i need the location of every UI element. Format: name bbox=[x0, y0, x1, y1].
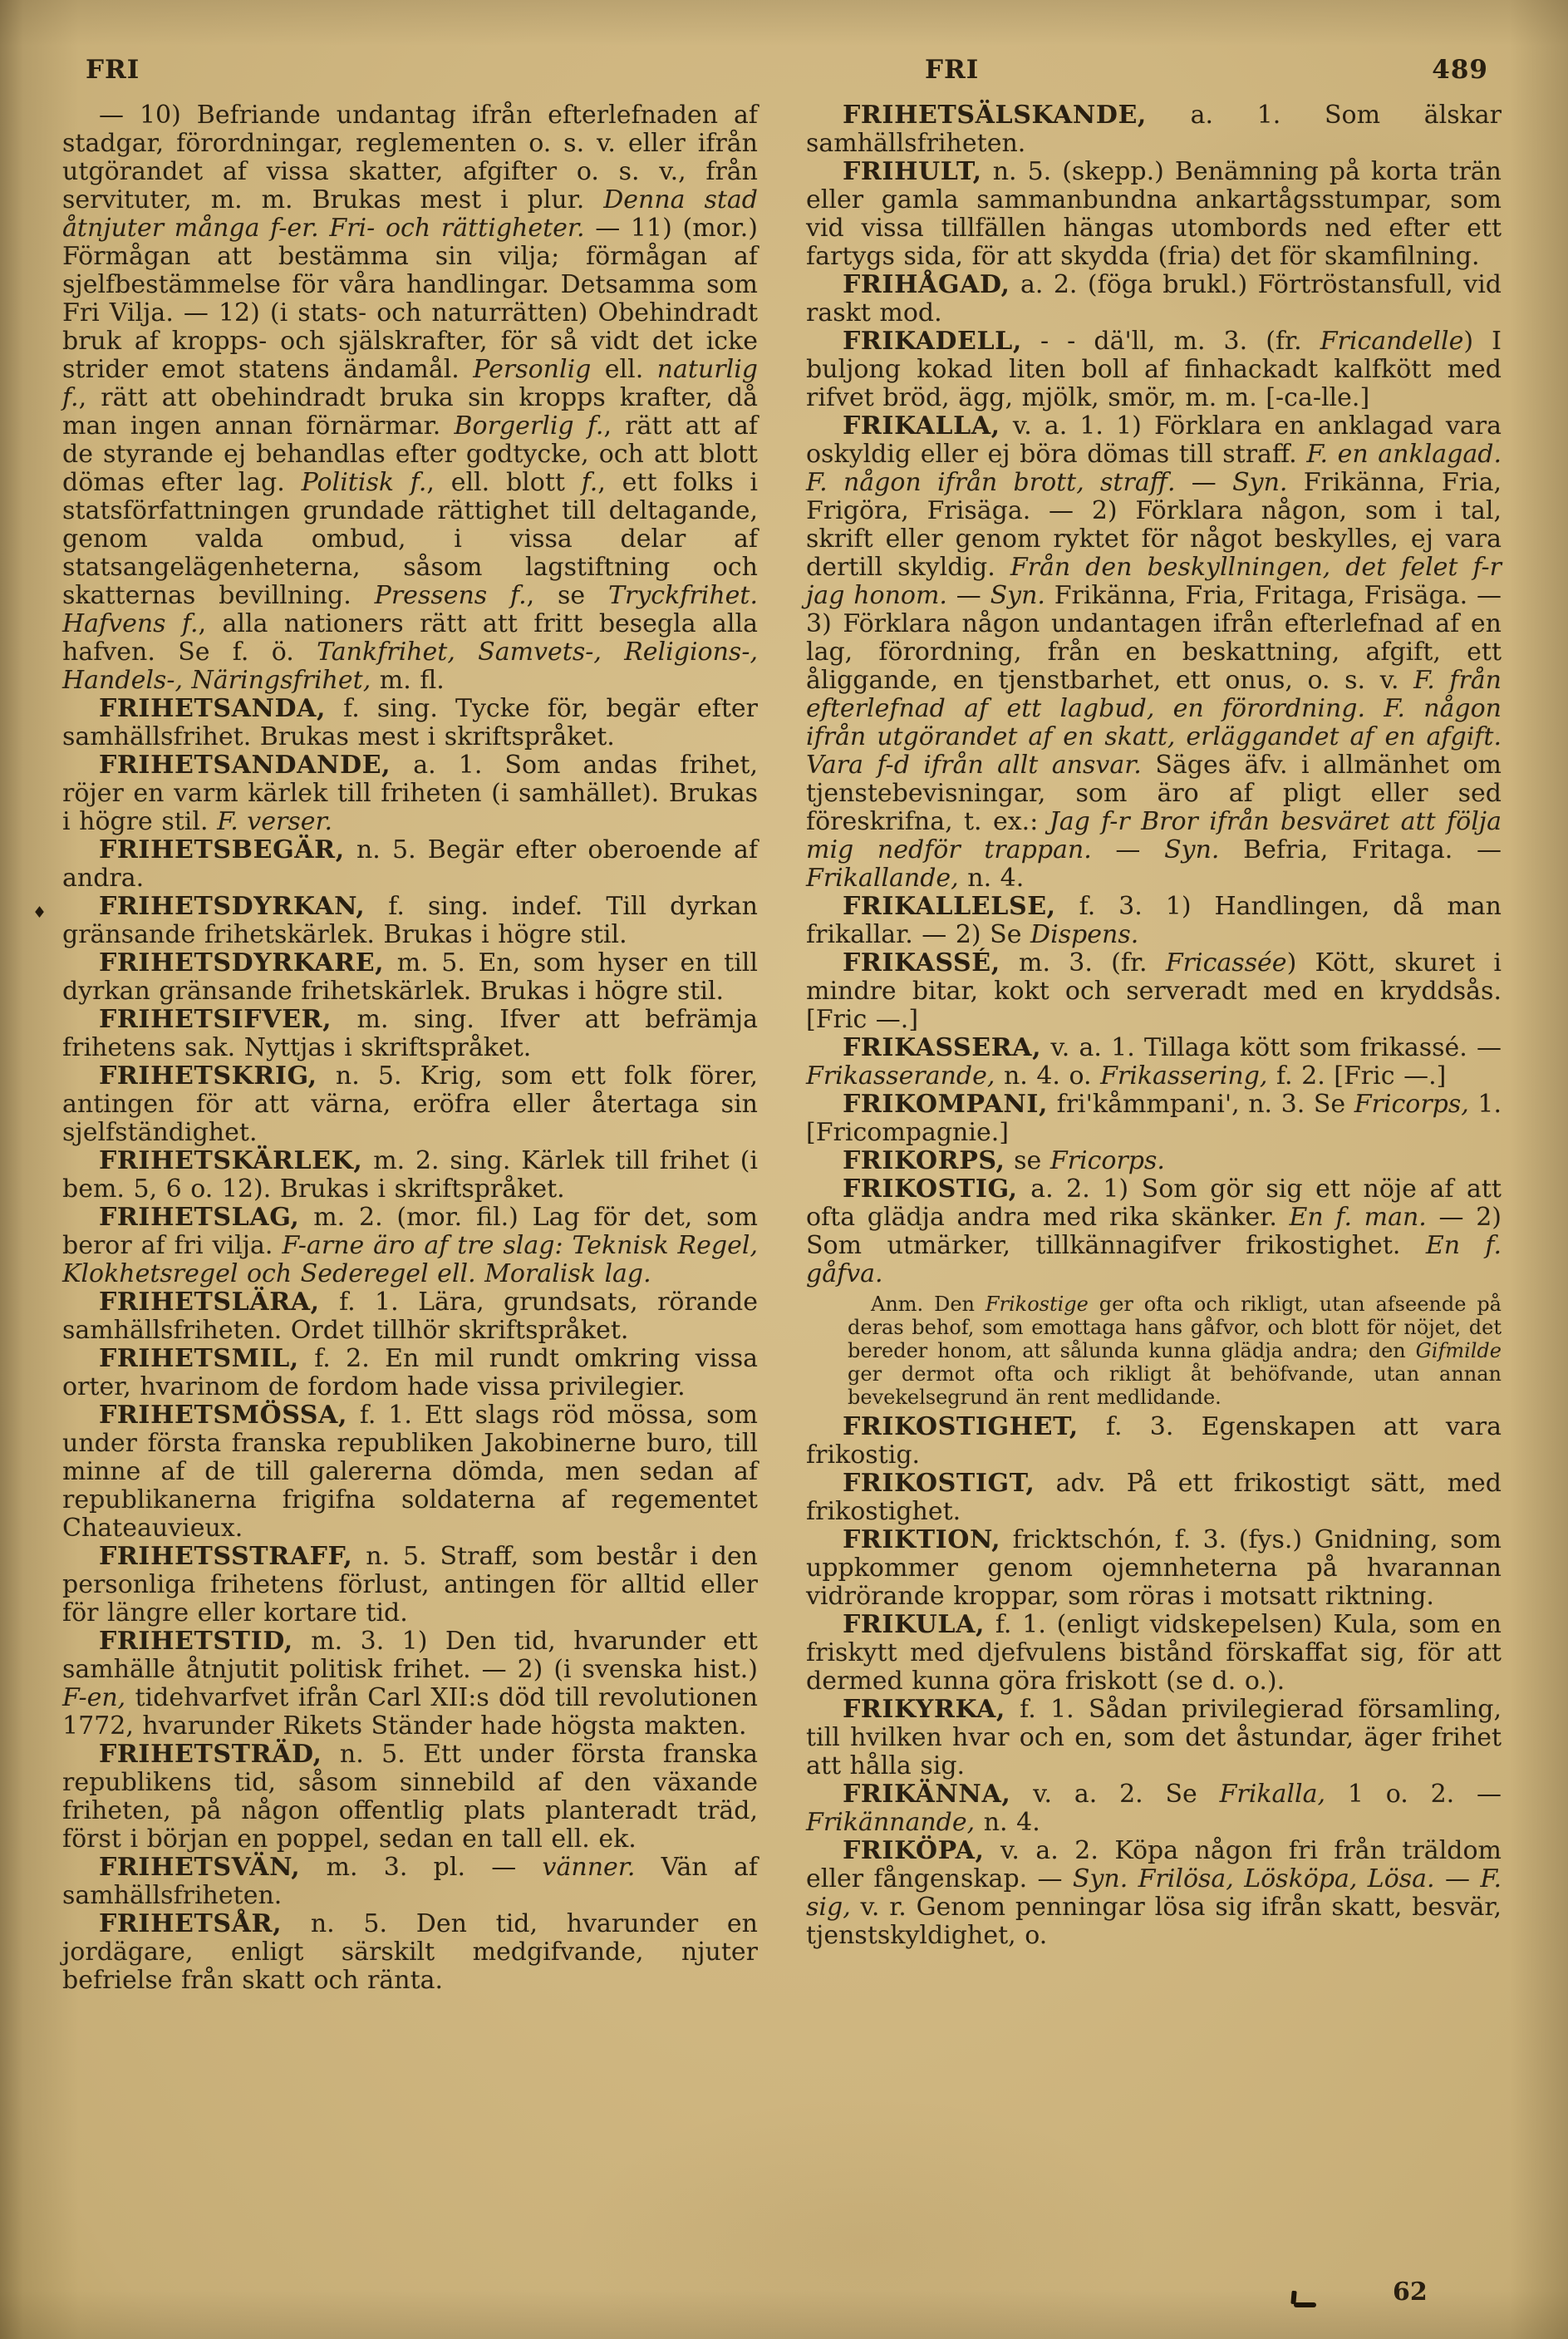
dictionary-entry bbox=[806, 949, 1502, 1034]
entry-italic-text: Frikalla, bbox=[1219, 1780, 1326, 1809]
entry-text: f. 3. 1) Handlingen, då man frikallar. — 2) Se bbox=[806, 892, 1502, 949]
entry-headword: FRIKASSERA, bbox=[843, 1033, 1042, 1062]
ink-smudge bbox=[1290, 2291, 1321, 2307]
entry-text: m. 2. sing. Kärlek till frihet (i bem. 5, 6 o. 12). Brukas i skriftspråket. bbox=[62, 1146, 758, 1204]
entry-italic-text: Borgerlig f. bbox=[454, 411, 604, 441]
entry-text: , ett folks i statsförfattningen grundade rättighet till deltagande, genom valda ombud, i vissa delar af statsangelägenheterna, såsom lagstiftning och skatternas bevillning. bbox=[62, 468, 758, 610]
entry-text: m. 3. pl. — bbox=[300, 1853, 543, 1882]
entry-italic-text: Syn. bbox=[1164, 835, 1220, 864]
dictionary-entry bbox=[806, 412, 1502, 893]
entry-text: ger ofta och rikligt, utan afseende på deras behof, som emottaga hans gåfvor, och blott för nöjet, det bereder honom, att sålunda kunna glädja andra; den bbox=[848, 1293, 1502, 1362]
dictionary-entry bbox=[806, 327, 1502, 412]
margin-mark: ♦ bbox=[32, 904, 47, 922]
entry-headword: FRIHETSDYRKAN, bbox=[99, 892, 366, 921]
entry-text: 1. [Fricompagnie.] bbox=[806, 1090, 1502, 1147]
entry-headword: FRIKYRKA, bbox=[843, 1695, 1005, 1724]
dictionary-entry bbox=[32, 892, 758, 949]
entry-headword: FRIKORPS, bbox=[843, 1146, 1005, 1175]
entry-italic-text: Gifmilde bbox=[1415, 1339, 1502, 1362]
entry-text: n. 5. Ett under första franska republikens tid, såsom sinnebild af den växande friheten, på någon offentlig plats planteradt träd, först i början en poppel, sedan en tall ell. ek. bbox=[62, 1740, 758, 1854]
entry-text: f. 1. (enligt vidskepelsen) Kula, som en friskytt med djefvulens bistånd förskaffat sig, för att dermed kunna göra friskott (se d. o.). bbox=[806, 1610, 1502, 1696]
dictionary-entry bbox=[62, 1204, 758, 1288]
entry-annotation bbox=[806, 1293, 1502, 1409]
entry-italic-text: F. sig, bbox=[806, 1864, 1502, 1922]
entry-text: a. 1. Som älskar samhällsfriheten. bbox=[806, 101, 1502, 158]
entry-headword: FRIHETSTID, bbox=[99, 1627, 293, 1656]
entry-text: f. 1. Ett slags röd mössa, som under första franska republiken Jakobinerne buro, till minne af de till galererna dömda, men sedan af republikanerna frigifna soldaterna af regementet Chateauvieux. bbox=[62, 1401, 758, 1543]
entry-text: Anm. Den bbox=[871, 1293, 986, 1316]
dictionary-entry bbox=[806, 1611, 1502, 1696]
entry-headword: FRIHETSLAG, bbox=[99, 1203, 300, 1232]
entry-text: a. 2. (föga brukl.) Förtröstansfull, vid raskt mod. bbox=[806, 270, 1502, 327]
entry-text: ger dermot ofta och rikligt åt behöfvande, utan annan bevekelsegrund än rent medlidande. bbox=[848, 1362, 1502, 1409]
entry-text: tidehvarfvet ifrån Carl XII:s död till revolutionen 1772, hvarunder Rikets Ständer hade högsta makten. bbox=[62, 1683, 758, 1741]
entry-text: — 11) (mor.) Förmågan att bestämma sin vilja; förmågan af sjelfbestämmelse för våra handlingar. Detsamma som Fri Vilja. — 12) (i stats- och naturrätten) Obehindradt bruk af kropps- och själskrafter, för så vidt det icke strider emot statens ändamål. bbox=[62, 214, 758, 384]
entry-italic-text: Syn. bbox=[990, 581, 1045, 610]
dictionary-entry bbox=[62, 1062, 758, 1147]
text-columns bbox=[32, 101, 1502, 2286]
entry-headword: FRIHULT, bbox=[843, 157, 982, 186]
entry-text: — bbox=[1091, 835, 1165, 864]
entry-text: Frikänna, Fria, Fritaga, Frisäga. — 3) Förklara någon undantagen ifrån efterlefnad af en lag, förordning, från en beskattning, afgift, ett åliggande, en tjenstbarhet, ett onus, o. s. v. bbox=[806, 581, 1502, 695]
entry-headword: FRIHETSBEGÄR, bbox=[99, 835, 345, 864]
entry-text: m. fl. bbox=[371, 666, 445, 695]
dictionary-entry bbox=[62, 1147, 758, 1204]
entry-italic-text: Frikännande, bbox=[806, 1808, 976, 1837]
entry-text: fri'kåmmpani', n. 3. Se bbox=[1048, 1090, 1354, 1119]
dictionary-entry bbox=[62, 101, 758, 695]
signature-number: 62 bbox=[1393, 2277, 1428, 2307]
entry-italic-text: Fricassée bbox=[1165, 948, 1287, 977]
dictionary-entry bbox=[806, 1526, 1502, 1611]
dictionary-entry bbox=[62, 1910, 758, 1995]
entry-headword: FRIKULA, bbox=[843, 1610, 986, 1639]
dictionary-entry bbox=[806, 1091, 1502, 1147]
entry-headword: FRIKOSTIG, bbox=[843, 1174, 1018, 1204]
right-column bbox=[806, 101, 1502, 2286]
entry-italic-text: f. bbox=[581, 468, 598, 497]
entry-italic-text: F. från efterlefnad af ett lagbud, en förordning. F. någon ifrån utgörandet af en skatt, erläggandet af en afgift. Vara f-d ifrån allt ansvar. bbox=[806, 666, 1502, 780]
entry-text: , rätt att af de styrande ej behandlas efter godtycke, och att blott dömas efter lag. bbox=[62, 411, 759, 497]
entry-headword: FRIKASSÉ, bbox=[843, 948, 1000, 977]
entry-headword: FRIHETSKÄRLEK, bbox=[99, 1146, 363, 1175]
entry-text: fricktschón, f. 3. (fys.) Gnidning, som uppkommer genom ojemnheterna på hvarannan vidrörande kroppar, som röras i motsatt riktning. bbox=[806, 1525, 1502, 1611]
page-number: 489 bbox=[1432, 55, 1488, 85]
entry-italic-text: F. en anklagad. F. någon ifrån brott, straff. bbox=[806, 440, 1502, 497]
entry-headword: FRIKOMPANI, bbox=[843, 1090, 1049, 1119]
entry-text: Säges äfv. i allmänhet om tjenstebevisningar, som äro af pligt eller sed föreskrifna, t. ex.: bbox=[806, 751, 1502, 836]
entry-headword: FRIKTION, bbox=[843, 1525, 1001, 1554]
entry-headword: FRIHÅGAD, bbox=[843, 270, 1010, 299]
entry-text: Vän af samhällsfriheten. bbox=[62, 1853, 759, 1910]
entry-italic-text: Fricorps. bbox=[1049, 1146, 1165, 1175]
entry-text: m. sing. Ifver att befrämja frihetens sak. Nyttjas i skriftspråket. bbox=[62, 1005, 758, 1062]
entry-italic-text: Frikasserande, bbox=[806, 1061, 995, 1091]
entry-text: ell. bbox=[591, 355, 657, 384]
entry-headword: FRIKÄNNA, bbox=[843, 1780, 1011, 1809]
left-column bbox=[32, 101, 759, 2286]
entry-italic-text: Syn. bbox=[1232, 468, 1288, 497]
entry-italic-text: En f. gåfva. bbox=[806, 1231, 1502, 1288]
dictionary-entry bbox=[62, 836, 758, 893]
dictionary-entry bbox=[806, 1175, 1502, 1288]
dictionary-entry bbox=[806, 271, 1502, 327]
dictionary-entry bbox=[62, 695, 758, 751]
entry-text: ) I buljong kokad liten boll af finhackadt kalfkött med rifvet bröd, ägg, mjölk, smör, m. m. [-ca-lle.] bbox=[806, 327, 1502, 412]
entry-text: v. a. 2. Köpa någon fri från träldom eller fångenskap. — bbox=[806, 1836, 1502, 1893]
dictionary-entry bbox=[806, 1147, 1502, 1175]
entry-headword: FRIHETSIFVER, bbox=[99, 1005, 332, 1034]
entry-text: — 2) Som utmärker, tillkännagifver frikostighet. bbox=[806, 1203, 1502, 1260]
entry-text: n. 5. Den tid, hvarunder en jordägare, enligt särskilt medgifvande, njuter befrielse från skatt och ränta. bbox=[62, 1909, 758, 1995]
dictionary-entry bbox=[806, 893, 1502, 949]
entry-italic-text: Tankfrihet, Samvets-, Religions-, Handels-, Näringsfrihet, bbox=[62, 638, 758, 695]
entry-text: — 10) Befriande undantag ifrån efterlefnaden af stadgar, förordningar, reglementen o. s. v. eller ifrån utgörandet af vissa skatter, afgifter o. s. v., från servituter, m. m. Brukas mest i plur. bbox=[62, 101, 758, 214]
entry-text: m. 5. En, som hyser en till dyrkan gränsande frihetskärlek. Brukas i högre stil. bbox=[62, 948, 758, 1006]
entry-headword: FRIHETSANDANDE, bbox=[99, 751, 391, 780]
entry-headword: FRIKADELL, bbox=[843, 327, 1022, 356]
entry-headword: FRIHETSÅR, bbox=[99, 1909, 283, 1938]
entry-text: m. 2. (mor. fil.) Lag för det, som beror af fri vilja. bbox=[62, 1203, 758, 1260]
entry-italic-text: F-en, bbox=[62, 1683, 126, 1712]
entry-text: - - dä'll, m. 3. (fr. bbox=[1021, 327, 1320, 356]
dictionary-entry bbox=[62, 751, 758, 836]
page-header bbox=[62, 55, 1503, 90]
entry-text: f. 1. Sådan privilegierad församling, till hvilken hvar och en, som det åstundar, äger frihet att hålla sig. bbox=[806, 1695, 1502, 1780]
entry-italic-text: Frikostige bbox=[985, 1293, 1089, 1316]
dictionary-entry bbox=[806, 1470, 1502, 1526]
entry-italic-text: Från den beskyllningen, det felet f-r jag honom. bbox=[806, 553, 1502, 610]
entry-italic-text: En f. man. bbox=[1289, 1203, 1427, 1232]
entry-text: v. a. 1. 1) Förklara en anklagad vara oskyldig eller ej böra dömas till straff. bbox=[806, 411, 1502, 469]
entry-headword: FRIHETSANDA, bbox=[99, 694, 327, 723]
entry-text: f. 1. Lära, grundsats, rörande samhällsfriheten. Ordet tillhör skriftspråket. bbox=[62, 1288, 758, 1345]
entry-text: Befria, Fritaga. — bbox=[1219, 835, 1502, 864]
entry-text: se bbox=[1005, 1146, 1050, 1175]
entry-text: v. a. 1. Tillaga kött som frikassé. — bbox=[1041, 1033, 1502, 1062]
entry-text: f. 2. En mil rundt omkring vissa orter, hvarinom de fordom hade vissa privilegier. bbox=[62, 1344, 758, 1401]
entry-italic-text: F. verser. bbox=[217, 807, 333, 836]
entry-italic-text: vänner. bbox=[542, 1853, 636, 1882]
entry-text: — bbox=[946, 581, 990, 610]
entry-italic-text: naturlig f. bbox=[62, 355, 758, 412]
entry-text: m. 3. (fr. bbox=[1000, 948, 1166, 977]
entry-text: a. 2. 1) Som gör sig ett nöje af att ofta glädja andra med rika skänker. bbox=[806, 1174, 1502, 1232]
entry-headword: FRIKALLELSE, bbox=[843, 892, 1056, 921]
entry-headword: FRIHETSTRÄD, bbox=[99, 1740, 322, 1769]
entry-text: — bbox=[1434, 1864, 1481, 1893]
dictionary-entry bbox=[806, 1034, 1502, 1091]
entry-headword: FRIHETSVÄN, bbox=[99, 1853, 301, 1882]
entry-text: adv. På ett frikostigt sätt, med frikostighet. bbox=[806, 1469, 1502, 1526]
entry-italic-text: Tryckfrihet. bbox=[608, 581, 758, 610]
entry-italic-text: Frikallande, bbox=[806, 864, 959, 893]
entry-headword: FRIHETSSTRAFF, bbox=[99, 1542, 353, 1571]
entry-italic-text: Pressens f. bbox=[374, 581, 527, 610]
entry-italic-text: F-arne äro af tre slag: Teknisk Regel, Klokhetsregel och Sederegel ell. Moralisk lag. bbox=[62, 1231, 758, 1288]
dictionary-entry bbox=[806, 1696, 1502, 1780]
dictionary-entry bbox=[806, 101, 1502, 158]
entry-text: f. sing. indef. Till dyrkan gränsande frihetskärlek. Brukas i högre stil. bbox=[62, 892, 758, 949]
entry-text: f. 2. [Fric —.] bbox=[1267, 1061, 1447, 1091]
entry-italic-text: Dispens. bbox=[1030, 920, 1139, 949]
entry-text: Frikänna, Fria, Frigöra, Frisäga. — 2) Förklara någon, som i tal, skrift eller genom ryktet för något beskylles, ej vara dertill skyldig. bbox=[806, 468, 1502, 582]
dictionary-entry bbox=[62, 1741, 758, 1854]
dictionary-entry bbox=[62, 1627, 758, 1741]
dictionary-entry bbox=[806, 1413, 1502, 1470]
entry-headword: FRIHETSKRIG, bbox=[99, 1061, 317, 1091]
entry-headword: FRIKALLA, bbox=[843, 411, 1000, 441]
entry-text: n. 4. bbox=[975, 1808, 1040, 1837]
entry-italic-text: Fricandelle bbox=[1320, 327, 1464, 356]
entry-headword: FRIHETSDYRKARE, bbox=[99, 948, 385, 977]
entry-text: 1 o. 2. — bbox=[1325, 1780, 1502, 1809]
dictionary-entry bbox=[62, 1401, 758, 1543]
entry-text: a. 1. Som andas frihet, röjer en varm kärlek till friheten (i samhället). Brukas i högre stil. bbox=[62, 751, 758, 836]
dictionary-entry bbox=[806, 1837, 1502, 1950]
entry-italic-text: Personlig bbox=[473, 355, 592, 384]
entry-text: v. a. 2. Se bbox=[1010, 1780, 1220, 1809]
entry-headword: FRIKOSTIGT, bbox=[843, 1469, 1035, 1498]
dictionary-entry bbox=[806, 158, 1502, 271]
dictionary-entry bbox=[62, 1543, 758, 1627]
entry-headword: FRIHETSLÄRA, bbox=[99, 1288, 320, 1317]
entry-headword: FRIHETSÄLSKANDE, bbox=[843, 101, 1147, 130]
dictionary-entry bbox=[62, 1006, 758, 1062]
dictionary-entry bbox=[62, 1854, 758, 1910]
entry-italic-text: Denna stad åtnjuter många f-er. Fri- och rättigheter. bbox=[62, 185, 758, 243]
entry-italic-text: Politisk f. bbox=[301, 468, 427, 497]
entry-headword: FRIKOSTIGHET, bbox=[843, 1412, 1079, 1441]
entry-text: f. sing. Tycke för, begär efter samhällsfrihet. Brukas mest i skriftspråket. bbox=[62, 694, 758, 751]
entry-headword: FRIHETSMÖSSA, bbox=[99, 1401, 347, 1430]
entry-text: , ell. blott bbox=[426, 468, 582, 497]
running-head-left: FRI bbox=[86, 55, 140, 85]
dictionary-entry bbox=[806, 1780, 1502, 1837]
dictionary-entry bbox=[62, 1345, 758, 1401]
entry-text: n. 5. Begär efter oberoende af andra. bbox=[62, 835, 758, 893]
entry-italic-text: Fricorps, bbox=[1354, 1090, 1469, 1119]
entry-text: — bbox=[1175, 468, 1233, 497]
entry-headword: FRIHETSMIL, bbox=[99, 1344, 299, 1373]
entry-text: , se bbox=[526, 581, 608, 610]
entry-text: , alla nationers rätt att fritt besegla alla hafven. Se f. ö. bbox=[62, 609, 759, 667]
entry-text: ) Kött, skuret i mindre bitar, kokt och serveradt med en kryddsås. [Fric —.] bbox=[806, 948, 1502, 1034]
entry-italic-text: Hafvens f. bbox=[62, 609, 199, 638]
entry-text: n. 4. o. bbox=[995, 1061, 1101, 1091]
entry-text: f. 3. Egenskapen att vara frikostig. bbox=[806, 1412, 1502, 1470]
entry-text: n. 5. Krig, som ett folk förer, antingen för att värna, eröfra eller återtaga sin sjelfständighet. bbox=[62, 1061, 758, 1147]
entry-italic-text: Syn. Frilösa, Lösköpa, Lösa. bbox=[1072, 1864, 1435, 1893]
entry-text: n. 5. Straff, som består i den personliga frihetens förlust, antingen för alltid eller för längre eller kortare tid. bbox=[62, 1542, 758, 1627]
entry-text: m. 3. 1) Den tid, hvarunder ett samhälle åtnjutit politisk frihet. — 2) (i svenska hist.) bbox=[62, 1627, 758, 1684]
entry-italic-text: Jag f-r Bror ifrån besväret att följa mig nedför trappan. bbox=[806, 807, 1502, 864]
dictionary-entry bbox=[62, 949, 758, 1006]
entry-text: n. 4. bbox=[958, 864, 1025, 893]
entry-text: v. r. Genom penningar lösa sig ifrån skatt, besvär, tjenstskyldighet, o. bbox=[806, 1893, 1502, 1950]
entry-text: n. 5. (skepp.) Benämning på korta trän eller gamla sammanbundna ankartågsstumpar, som vid vissa tillfällen hängas utombords ned efter ett fartygs sida, för att skydda (fria) det för skamfilning. bbox=[806, 157, 1502, 271]
entry-italic-text: Frikassering, bbox=[1100, 1061, 1268, 1091]
entry-text: , rätt att obehindradt bruka sin kropps krafter, då man ingen annan förnärmar. bbox=[62, 383, 758, 441]
entry-headword: FRIKÖPA, bbox=[843, 1836, 985, 1865]
running-head-center: FRI bbox=[925, 55, 980, 85]
dictionary-entry bbox=[62, 1288, 758, 1345]
